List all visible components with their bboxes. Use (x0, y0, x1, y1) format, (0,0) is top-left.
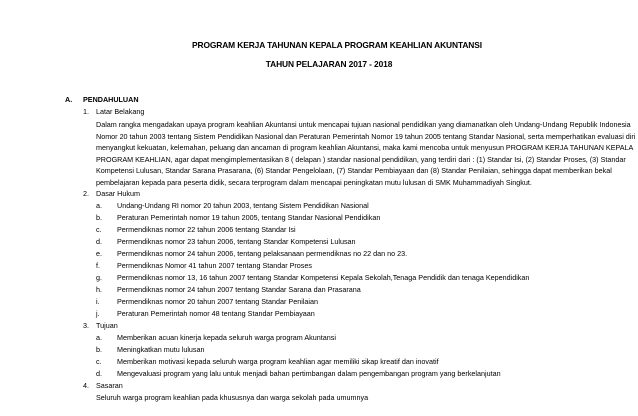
paragraph-line: Kompetensi Lulusan, Standar Sarana Prasarana, (6) Standar Pengelolaan, (7) Standar Pembiayaan dan (8) Standar Penilaian, sehingga dapat memberikan bekal (96, 166, 612, 176)
list-item-letter: a. (96, 333, 102, 342)
subsection-number: 1. (83, 107, 89, 116)
background-paragraph (96, 119, 636, 189)
list-item-letter: d. (96, 237, 102, 246)
subsection-title: Sasaran (96, 381, 123, 390)
list-item: Permendiknas nomor 24 tahun 2006, tentang pelaksanaan permendiknas no 22 dan no 23. (117, 249, 408, 258)
subsection-number: 3. (83, 321, 89, 330)
paragraph-line: pembelajaran kepada para peserta didik, secara terprogram dalam mencapai peningkatan mutu lulusan di SMK Muhammadiyah Singkut. (96, 177, 532, 187)
document-subtitle: TAHUN PELAJARAN 2017 - 2018 (265, 59, 393, 69)
list-item: Memberikan motivasi kepada seluruh warga program keahlian agar memiliki sikap kreatif dan inovatif (117, 357, 439, 366)
paragraph-line: Nomor 20 tahun 2003 tentang Sistem Pendidikan Nasional dan Peraturan Pemerintah Nomor 19 tahun 2005 tentang Standar Nasional, serta memperhatikan evaluasi diri (96, 131, 636, 141)
paragraph-line: Dalam rangka mengadakan upaya program keahlian Akuntansi untuk mencapai tujuan nasional pendidikan yang diamanatkan oleh Undang-Undang Republik Indonesia (96, 120, 631, 129)
list-item-letter: b. (96, 213, 102, 222)
list-item: Meningkatkan mutu lulusan (117, 345, 205, 354)
target-text: Seluruh warga program keahlian pada khususnya dan warga sekolah pada umumnya (96, 393, 369, 402)
paragraph-line: PROGRAM KEAHLIAN, agar dapat mengimplementasikan 8 ( delapan ) standar nasional pendidikan, yang terdiri dari : (1) Standar Isi, (2) Standar Proses, (3) Standar (96, 154, 626, 164)
list-item: Peraturan Pemerintah nomor 48 tentang Standar Pembiayaan (117, 309, 315, 318)
list-item: Mengevaluasi program yang lalu untuk menjadi bahan pertimbangan dalam pengembangan program yang berkelanjutan (117, 369, 501, 378)
list-item-letter: i. (96, 297, 100, 306)
list-item: Permendiknas nomor 24 tahun 2007 tentang Standar Sarana dan Prasarana (117, 285, 361, 294)
list-item-letter: g. (96, 273, 102, 282)
list-item-letter: f. (96, 261, 100, 270)
subsection-title: Dasar Hukum (96, 189, 140, 198)
list-item: Permendiknas nomor 23 tahun 2006, tentang Standar Kompetensi Lulusan (117, 237, 356, 246)
list-item-letter: c. (96, 357, 102, 366)
document-title: PROGRAM KERJA TAHUNAN KEPALA PROGRAM KEAHLIAN AKUNTANSI (192, 40, 482, 50)
list-item-letter: c. (96, 225, 102, 234)
list-item-letter: b. (96, 345, 102, 354)
list-item: Permendiknas nomor 13, 16 tahun 2007 tentang Standar Kompetensi Kepala Sekolah,Tenaga Pendidik dan tenaga Kependidikan (117, 273, 530, 282)
list-item-letter: h. (96, 285, 102, 294)
list-item-letter: e. (96, 249, 102, 258)
subsection-number: 4. (83, 381, 89, 390)
subsection-title: Tujuan (96, 321, 118, 330)
section-number: A. (65, 95, 73, 104)
section-title: PENDAHULUAN (83, 95, 139, 104)
paragraph-line: menyangkut kekuatan, kelemahan, peluang dan ancaman di program keahlian Akuntansi, maka kami mencoba untuk menyusun PROGRAM KERJA TAHUNAN KEPALA (96, 143, 634, 153)
list-item: Permendiknas nomor 22 tahun 2006 tentang Standar Isi (117, 225, 296, 234)
list-item: Permendiknas Nomor 41 tahun 2007 tentang Standar Proses (117, 261, 312, 270)
list-item-letter: d. (96, 369, 102, 378)
subsection-title: Latar Belakang (96, 107, 145, 116)
subsection-number: 2. (83, 189, 89, 198)
list-item: Peraturan Pemerintah nomor 19 tahun 2005, tentang Standar Nasional Pendidikan (117, 213, 381, 222)
list-item-letter: j. (96, 309, 100, 318)
list-item: Undang-Undang RI nomor 20 tahun 2003, tentang Sistem Pendidikan Nasional (117, 201, 369, 210)
list-item: Permendiknas nomor 20 tahun 2007 tentang Standar Penilaian (117, 297, 318, 306)
list-item-letter: a. (96, 201, 102, 210)
list-item: Memberikan acuan kinerja kepada seluruh warga program Akuntansi (117, 333, 336, 342)
